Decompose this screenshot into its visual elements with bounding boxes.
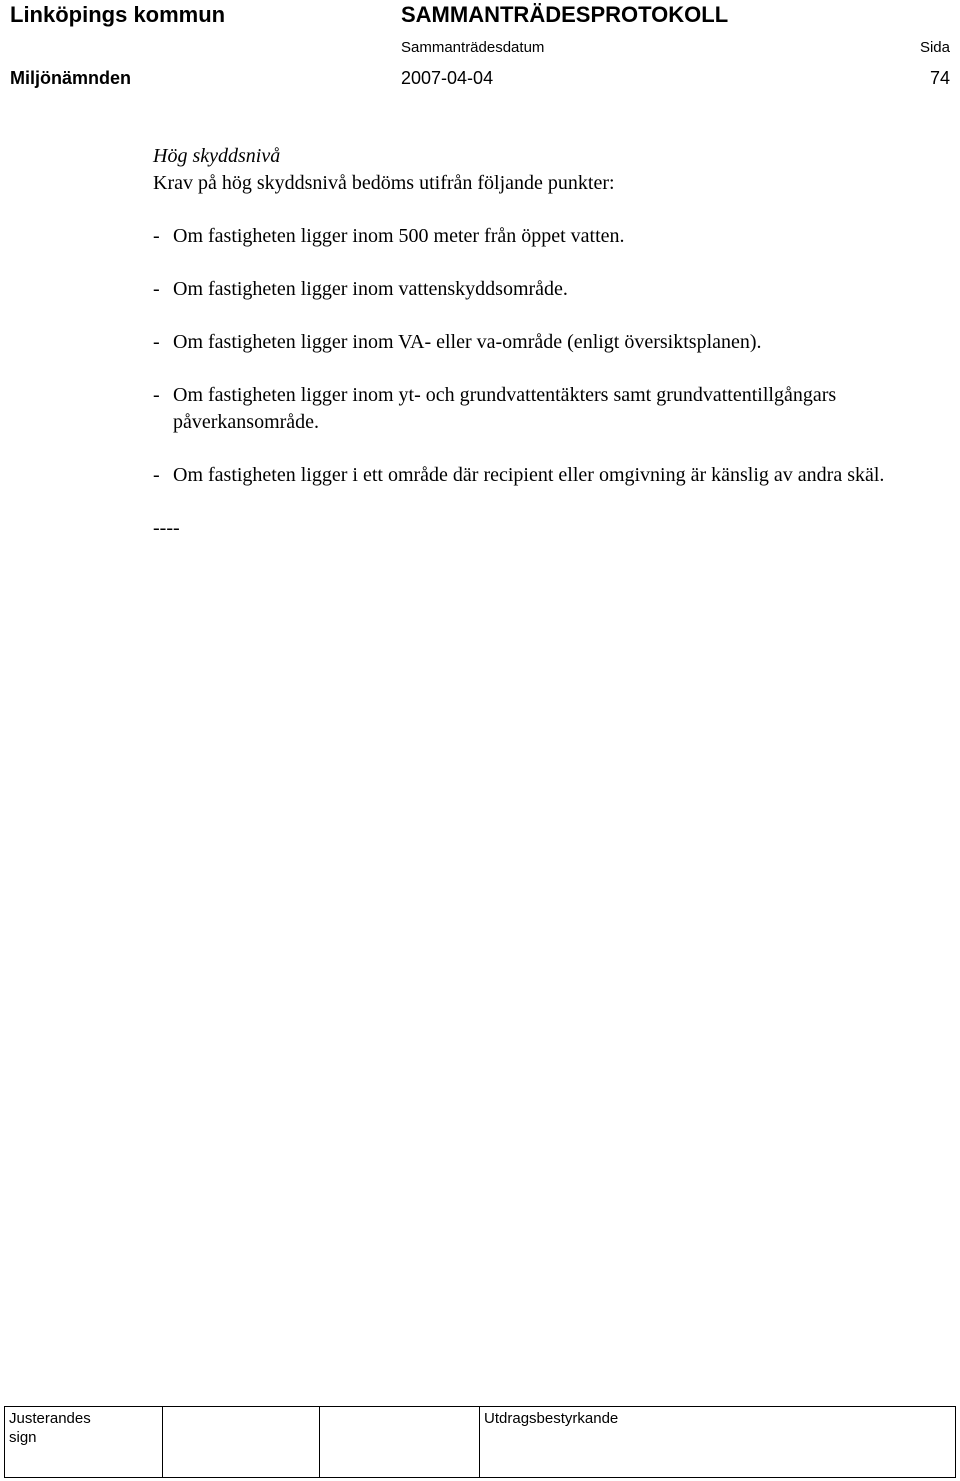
page-label: Sida <box>919 39 950 56</box>
bullet-dash: - <box>153 384 160 406</box>
meeting-date-label: Sammanträdesdatum <box>401 39 545 56</box>
organization-name: Linköpings kommun <box>10 2 226 27</box>
section-heading: Hög skyddsnivå <box>153 145 281 167</box>
meeting-date: 2007-04-04 <box>401 68 494 88</box>
list-item <box>153 462 953 489</box>
signature-cell <box>320 1407 480 1477</box>
list-item <box>153 223 953 250</box>
bullet-dash: - <box>153 331 160 353</box>
list-item <box>153 382 953 436</box>
justerandes-sign-label: Justerandes sign <box>9 1410 91 1446</box>
utdragsbestyrkande-label: Utdragsbestyrkande <box>484 1410 619 1427</box>
committee-name: Miljönämnden <box>10 68 131 88</box>
utdragsbestyrkande-cell <box>480 1407 955 1477</box>
bullet-dash: - <box>153 464 160 486</box>
list-item-text: Om fastigheten ligger inom vattenskyddsområde. <box>173 278 568 300</box>
end-mark: ---- <box>153 517 180 539</box>
page-number: 74 <box>929 68 950 88</box>
bullet-dash: - <box>153 225 160 247</box>
list-item-text: Om fastigheten ligger inom VA- eller va-område (enligt översiktsplanen). <box>173 331 762 353</box>
list-item-text: Om fastigheten ligger i ett område där recipient eller omgivning är känslig av andra skäl. <box>173 464 885 486</box>
list-item-text: Om fastigheten ligger inom 500 meter från öppet vatten. <box>173 225 625 247</box>
list-item-text: Om fastigheten ligger inom yt- och grundvattentäkters samt grundvattentillgångars påverkansområde. <box>173 384 837 433</box>
list-item <box>153 329 953 356</box>
list-item <box>153 276 953 303</box>
bullet-dash: - <box>153 278 160 300</box>
signature-cell <box>163 1407 321 1477</box>
justerandes-sign-cell <box>5 1407 163 1477</box>
document-body <box>153 143 953 542</box>
document-type: SAMMANTRÄDESPROTOKOLL <box>401 2 729 27</box>
intro-text: Krav på hög skyddsnivå bedöms utifrån följande punkter: <box>153 172 615 194</box>
footer-signature-table <box>4 1406 956 1478</box>
